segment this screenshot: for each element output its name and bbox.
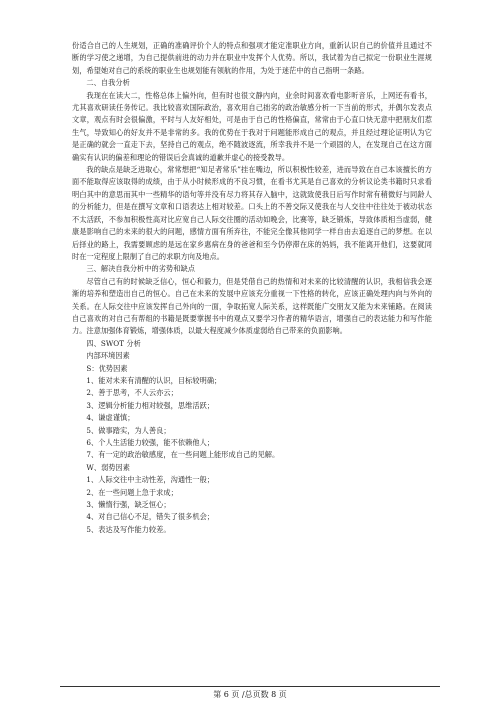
list-item: 2、在一些问题上急于求成；	[86, 487, 178, 497]
list-item: 3、逻辑分析能力相对较强，思维活跃；	[86, 400, 215, 410]
section-heading-swot: 四、SWOT 分析	[86, 338, 141, 348]
section-heading-solutions: 三、解决自我分析中的劣势和缺点	[86, 264, 195, 274]
list-item: 7、有一定的政治敏感度，在一些问题上能形成自己的见解。	[86, 450, 280, 460]
list-item: 1、能对未来有清醒的认识，目标较明确；	[86, 375, 222, 385]
solutions-paragraph: 尽管自己有的时候缺乏信心，恒心和毅力，但是凭借自己的热情和对未来的比较清醒的认识，我相信我会逐渐的培养和塑造出自己的恒心。自己在未来的发展中应该充分重视一下性格的转化，应该正确处理内向与外向的关系。在人际交往中应该发挥自己外向的一面，争取拓宽人际关系，这样既能广交朋友又能为未来铺路。在阅读自己喜欢的对自己有帮组的书籍是既要掌握书中的观点又要学习作者的精华语言，增强自己的表达能力和写作能力。注意加强体育锻炼，增强体质，以最大程度减少体质虚弱给自己带来的负面影响。	[72, 276, 432, 336]
list-item: 3、懒惰行强，缺乏恒心；	[86, 500, 171, 510]
list-item: 4、谦虚谨慎；	[86, 413, 135, 423]
strengths-title: S：优势因素	[86, 363, 128, 373]
list-item: 2、善于思考，不人云亦云；	[86, 388, 178, 398]
page-footer	[60, 686, 440, 700]
strengths-list	[72, 375, 432, 462]
list-item: 4、对自己信心不足，错失了很多机会；	[86, 512, 215, 522]
list-item: 5、表达及写作能力较差。	[86, 524, 171, 534]
document-body	[72, 40, 432, 536]
list-item: 6、个人生活能力较强，能不依赖他人；	[86, 438, 215, 447]
weakness-paragraph: 我的缺点是缺乏进取心，常常想把“知足者常乐”挂在嘴边，所以积极性较差，进而导致在自己本该擅长的方面不能取得应该取得的成绩，由于从小时候形成的不良习惯，在看书尤其是自己喜欢的分析议论类书籍时只求看明白其中的意思而其中一些精华的语句等并没有尽力将其存入脑中，这就致使我日后写作时常有稍微好与同龄人的分析能力，但是在撰写文章和口语表达上相对较差。口头上的不善交际又使我在与人交往中往往处于被动状态 不太活跃，不参加积极性高对比应宽自己人际交往圈的活动如晚会，比赛等，缺乏锻炼，导致体质相当虚弱，健康是影响自己的未来的很大的问题，感情方面有所弃往，不能完全像其他同学一样自由去追逐自己的梦想。在以后择业的路上，我需要顾虑的是远在家乡惠病在身的爸爸和至今仍停滞在床的妈妈，我不能离开他们，这要就同时在一定程度上限制了自己的求职方向及地点。	[72, 165, 432, 261]
weaknesses-list	[72, 474, 432, 536]
section-heading-self-analysis: 二、自我分析	[86, 78, 130, 88]
self-analysis-paragraph: 我现在在读大二，性格总体上偏外向，但有时也很文静内向，业余时间喜欢看电影听音乐，上网还有看书，尤其喜欢研读任务传记。我比较喜欢国际政治，喜欢用自己拙劣的政治敏感分析一下当前的形式，并偶尔发表点文章，观点有时会很偏激，平时与人友好相处，可是由于自己的性格偏直，常常由于心直口快无意中把朋友们惹生气，导致知心的好友并不是非常的多。我的优势在于我对于问题能形成自己的观点，并且经过理论证明认为它是正确的就会一直走下去，坚持自己的观点，绝不随波逐流，所幸我并不是一个顽固的人，在发现自己在这方面确实有认识的偏差和理论的错误后会真诚的道歉并虚心的接受教导。	[72, 90, 432, 162]
page-number: 第 6 页 /总页数 8 页	[213, 690, 287, 699]
intro-paragraph: 份适合自己的人生规划，正确的准确评价个人的特点和强项才能定准职业方向，重新认识自己的价值并且通过不断的学习使之递增，为自己提供前进的动力并在职业中发挥个人优势。所以，我试着为自己拟定一份职业生涯规划，希望她对自己的系统的职业生也规划能有领航的作用，为处于迷茫中的自己指明一条路。	[72, 41, 432, 75]
list-item: 5、做事踏实，为人善良；	[86, 425, 171, 435]
list-item: 1、人际交往中主动性差，沟通性一般；	[86, 475, 215, 485]
weaknesses-title: W、弱势因素	[86, 462, 131, 472]
swot-internal-heading: 内部环境因素	[86, 351, 130, 361]
